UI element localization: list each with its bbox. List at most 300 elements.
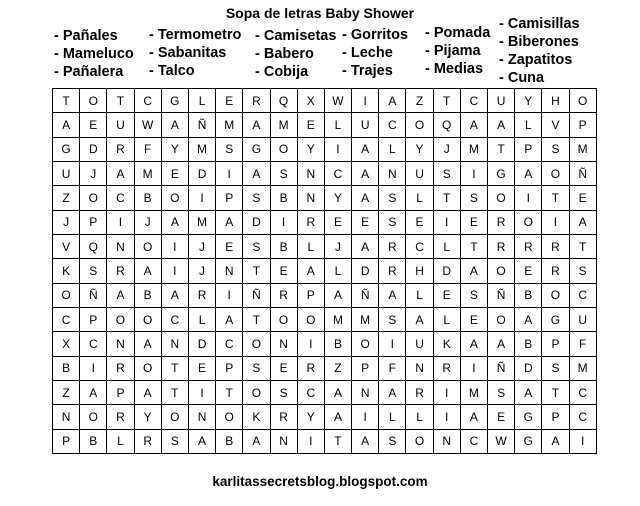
grid-cell: C: [569, 405, 596, 429]
grid-cell: Z: [53, 380, 80, 404]
grid-cell: O: [53, 283, 80, 307]
grid-cell: I: [161, 259, 188, 283]
word-list-item: - Termometro: [149, 27, 242, 43]
grid-cell: O: [80, 89, 107, 113]
grid-cell: D: [243, 210, 270, 234]
grid-cell: M: [270, 113, 297, 137]
grid-cell: Q: [270, 89, 297, 113]
grid-cell: A: [460, 113, 487, 137]
grid-cell: L: [379, 405, 406, 429]
grid-cell: A: [243, 161, 270, 185]
grid-cell: O: [270, 307, 297, 331]
grid-cell: S: [243, 356, 270, 380]
grid-cell: A: [324, 283, 351, 307]
grid-cell: S: [542, 356, 569, 380]
grid-cell: A: [515, 161, 542, 185]
grid-row: [53, 113, 597, 137]
grid-cell: I: [433, 210, 460, 234]
grid-cell: G: [161, 89, 188, 113]
grid-cell: L: [324, 259, 351, 283]
grid-cell: G: [488, 161, 515, 185]
grid-cell: R: [297, 210, 324, 234]
grid-cell: E: [460, 307, 487, 331]
grid-cell: O: [488, 259, 515, 283]
grid-cell: I: [379, 332, 406, 356]
grid-cell: F: [379, 356, 406, 380]
grid-cell: C: [406, 234, 433, 258]
grid-cell: N: [53, 405, 80, 429]
word-list-item: - Camisillas: [499, 16, 580, 32]
grid-cell: B: [324, 332, 351, 356]
grid-cell: S: [243, 234, 270, 258]
grid-cell: M: [188, 137, 215, 161]
grid-cell: S: [80, 259, 107, 283]
grid-cell: Ñ: [188, 113, 215, 137]
grid-cell: A: [216, 307, 243, 331]
grid-cell: E: [569, 186, 596, 210]
grid-cell: C: [161, 307, 188, 331]
grid-cell: A: [352, 137, 379, 161]
grid-cell: I: [433, 405, 460, 429]
grid-cell: Y: [406, 137, 433, 161]
grid-cell: B: [270, 186, 297, 210]
word-list-item: - Sabanitas: [149, 45, 227, 61]
grid-cell: A: [53, 113, 80, 137]
grid-cell: L: [324, 113, 351, 137]
blog-url: karlitassecretsblog.blogspot.com: [212, 474, 428, 489]
word-list-column-5: [425, 24, 490, 78]
grid-cell: C: [134, 89, 161, 113]
grid-cell: U: [107, 113, 134, 137]
grid-cell: N: [107, 332, 134, 356]
grid-cell: R: [107, 137, 134, 161]
grid-cell: T: [161, 380, 188, 404]
grid-cell: U: [406, 332, 433, 356]
grid-row: [53, 259, 597, 283]
grid-cell: M: [188, 210, 215, 234]
word-list-item: - Camisetas: [255, 28, 337, 44]
grid-cell: E: [80, 113, 107, 137]
grid-cell: E: [188, 356, 215, 380]
grid-cell: E: [488, 405, 515, 429]
grid-cell: M: [216, 113, 243, 137]
grid-cell: O: [352, 332, 379, 356]
grid-cell: R: [107, 405, 134, 429]
grid-cell: A: [488, 113, 515, 137]
grid-cell: E: [270, 259, 297, 283]
grid-cell: C: [460, 89, 487, 113]
grid-cell: E: [297, 113, 324, 137]
grid-cell: U: [352, 113, 379, 137]
grid-cell: R: [542, 234, 569, 258]
grid-row: [53, 307, 597, 331]
grid-cell: C: [569, 380, 596, 404]
grid-cell: Y: [515, 89, 542, 113]
grid-cell: S: [433, 161, 460, 185]
grid-cell: O: [80, 186, 107, 210]
grid-cell: R: [107, 259, 134, 283]
grid-cell: P: [80, 307, 107, 331]
grid-cell: A: [161, 210, 188, 234]
grid-cell: L: [297, 234, 324, 258]
grid-cell: S: [460, 283, 487, 307]
grid-cell: O: [406, 113, 433, 137]
grid-cell: A: [107, 161, 134, 185]
grid-cell: E: [433, 283, 460, 307]
grid-cell: P: [542, 405, 569, 429]
grid-cell: L: [433, 307, 460, 331]
grid-row: [53, 186, 597, 210]
grid-cell: S: [379, 307, 406, 331]
grid-cell: T: [216, 380, 243, 404]
grid-cell: O: [488, 307, 515, 331]
grid-row: [53, 210, 597, 234]
grid-cell: D: [188, 332, 215, 356]
grid-cell: H: [542, 89, 569, 113]
grid-cell: O: [161, 405, 188, 429]
grid-cell: C: [107, 186, 134, 210]
grid-cell: J: [188, 259, 215, 283]
grid-cell: A: [515, 307, 542, 331]
grid-cell: E: [270, 356, 297, 380]
grid-cell: C: [379, 113, 406, 137]
grid-cell: P: [297, 283, 324, 307]
grid-cell: N: [379, 161, 406, 185]
grid-cell: B: [53, 356, 80, 380]
grid-cell: O: [542, 283, 569, 307]
grid-cell: M: [352, 307, 379, 331]
grid-cell: S: [460, 186, 487, 210]
grid-cell: A: [379, 89, 406, 113]
grid-cell: O: [243, 332, 270, 356]
grid-cell: L: [188, 89, 215, 113]
grid-cell: A: [460, 259, 487, 283]
grid-cell: P: [569, 113, 596, 137]
word-list-item: - Pomada: [425, 25, 491, 41]
grid-cell: F: [569, 332, 596, 356]
word-list-column-6: [499, 15, 580, 87]
grid-row: [53, 356, 597, 380]
grid-cell: R: [488, 234, 515, 258]
grid-cell: R: [270, 405, 297, 429]
grid-cell: C: [460, 429, 487, 453]
grid-cell: A: [243, 113, 270, 137]
grid-cell: L: [406, 283, 433, 307]
grid-cell: A: [134, 332, 161, 356]
grid-cell: L: [107, 429, 134, 453]
grid-cell: Z: [324, 356, 351, 380]
grid-cell: T: [53, 89, 80, 113]
grid-cell: T: [569, 234, 596, 258]
grid-cell: Ñ: [243, 283, 270, 307]
grid-cell: E: [406, 210, 433, 234]
grid-cell: N: [297, 186, 324, 210]
grid-cell: J: [433, 137, 460, 161]
grid-cell: N: [433, 429, 460, 453]
grid-cell: T: [161, 356, 188, 380]
grid-cell: A: [80, 380, 107, 404]
grid-cell: O: [243, 380, 270, 404]
grid-cell: O: [406, 429, 433, 453]
grid-cell: S: [379, 429, 406, 453]
grid-cell: I: [352, 89, 379, 113]
grid-cell: L: [188, 307, 215, 331]
grid-cell: O: [488, 186, 515, 210]
grid-cell: U: [488, 89, 515, 113]
grid-cell: Y: [161, 137, 188, 161]
grid-cell: A: [352, 161, 379, 185]
grid-cell: L: [433, 234, 460, 258]
grid-cell: I: [270, 210, 297, 234]
grid-cell: R: [107, 356, 134, 380]
grid-cell: P: [216, 186, 243, 210]
grid-cell: S: [243, 186, 270, 210]
grid-cell: G: [53, 137, 80, 161]
grid-cell: P: [216, 356, 243, 380]
grid-cell: P: [80, 210, 107, 234]
grid-cell: D: [515, 356, 542, 380]
grid-cell: N: [270, 429, 297, 453]
grid-cell: Q: [80, 234, 107, 258]
grid-cell: A: [542, 429, 569, 453]
grid-cell: D: [80, 137, 107, 161]
grid-cell: A: [324, 380, 351, 404]
grid-cell: I: [107, 210, 134, 234]
grid-cell: I: [460, 161, 487, 185]
grid-cell: P: [107, 380, 134, 404]
grid-cell: G: [542, 307, 569, 331]
grid-cell: O: [134, 234, 161, 258]
grid-cell: N: [297, 161, 324, 185]
grid-cell: O: [161, 186, 188, 210]
grid-cell: G: [243, 137, 270, 161]
grid-cell: G: [515, 429, 542, 453]
grid-cell: I: [297, 332, 324, 356]
grid-cell: E: [161, 161, 188, 185]
grid-cell: F: [134, 137, 161, 161]
grid-row: [53, 89, 597, 113]
grid-cell: A: [243, 429, 270, 453]
grid-cell: R: [488, 210, 515, 234]
grid-cell: L: [515, 113, 542, 137]
grid-cell: I: [352, 405, 379, 429]
word-list-item: - Talco: [149, 63, 195, 79]
grid-cell: S: [542, 137, 569, 161]
grid-cell: S: [270, 161, 297, 185]
grid-cell: I: [161, 234, 188, 258]
grid-cell: X: [297, 89, 324, 113]
grid-cell: D: [433, 259, 460, 283]
grid-cell: I: [80, 356, 107, 380]
grid-cell: Ñ: [569, 161, 596, 185]
word-list-column-1: [54, 27, 134, 81]
grid-cell: I: [216, 283, 243, 307]
grid-row: [53, 332, 597, 356]
grid-cell: R: [406, 380, 433, 404]
grid-cell: T: [460, 234, 487, 258]
grid-cell: A: [161, 113, 188, 137]
word-list-item: - Pañales: [54, 28, 118, 44]
grid-cell: N: [188, 405, 215, 429]
puzzle-title: Sopa de letras Baby Shower: [225, 5, 415, 21]
grid-cell: P: [515, 137, 542, 161]
grid-cell: H: [406, 259, 433, 283]
grid-cell: A: [352, 234, 379, 258]
grid-cell: T: [433, 186, 460, 210]
grid-row: [53, 137, 597, 161]
grid-cell: L: [406, 405, 433, 429]
grid-cell: R: [379, 234, 406, 258]
grid-cell: K: [53, 259, 80, 283]
grid-cell: A: [161, 283, 188, 307]
grid-cell: T: [542, 186, 569, 210]
grid-cell: Y: [134, 405, 161, 429]
grid-cell: Y: [324, 186, 351, 210]
grid-cell: R: [243, 89, 270, 113]
grid-cell: S: [488, 380, 515, 404]
grid-cell: I: [188, 380, 215, 404]
grid-cell: J: [134, 210, 161, 234]
grid-cell: I: [216, 161, 243, 185]
grid-cell: U: [569, 307, 596, 331]
grid-cell: A: [379, 380, 406, 404]
grid-cell: A: [460, 332, 487, 356]
grid-cell: R: [297, 356, 324, 380]
grid-cell: O: [134, 356, 161, 380]
grid-cell: B: [134, 186, 161, 210]
grid-cell: N: [270, 332, 297, 356]
grid-cell: O: [270, 137, 297, 161]
grid-cell: O: [80, 405, 107, 429]
grid-cell: O: [107, 307, 134, 331]
grid-cell: A: [569, 210, 596, 234]
grid-cell: U: [406, 161, 433, 185]
grid-cell: C: [53, 307, 80, 331]
grid-cell: T: [243, 307, 270, 331]
grid-cell: S: [379, 186, 406, 210]
grid-cell: S: [216, 137, 243, 161]
grid-cell: B: [270, 234, 297, 258]
grid-cell: A: [460, 405, 487, 429]
grid-cell: I: [188, 186, 215, 210]
grid-cell: A: [134, 380, 161, 404]
grid-cell: X: [53, 332, 80, 356]
grid-cell: A: [297, 259, 324, 283]
grid-cell: R: [433, 356, 460, 380]
grid-cell: D: [352, 259, 379, 283]
grid-row: [53, 161, 597, 185]
word-list-column-3: [255, 27, 336, 81]
grid-cell: Z: [53, 186, 80, 210]
word-list-item: - Cobija: [255, 64, 309, 80]
grid-cell: E: [324, 210, 351, 234]
grid-cell: M: [460, 137, 487, 161]
grid-cell: C: [569, 283, 596, 307]
grid-cell: B: [515, 332, 542, 356]
grid-cell: I: [433, 380, 460, 404]
grid-cell: O: [542, 161, 569, 185]
grid-cell: O: [134, 307, 161, 331]
grid-cell: C: [297, 380, 324, 404]
grid-cell: T: [433, 89, 460, 113]
grid-cell: M: [460, 380, 487, 404]
grid-row: [53, 283, 597, 307]
grid-cell: M: [324, 307, 351, 331]
grid-cell: E: [216, 89, 243, 113]
word-list-item: - Leche: [342, 45, 393, 61]
grid-cell: B: [80, 429, 107, 453]
grid-cell: Z: [406, 89, 433, 113]
grid-cell: K: [243, 405, 270, 429]
grid-cell: T: [243, 259, 270, 283]
grid-cell: I: [324, 137, 351, 161]
grid-row: [53, 429, 597, 453]
grid-cell: C: [80, 332, 107, 356]
grid-cell: N: [216, 259, 243, 283]
grid-cell: I: [569, 429, 596, 453]
grid-cell: E: [515, 259, 542, 283]
grid-cell: S: [161, 429, 188, 453]
grid-cell: I: [542, 210, 569, 234]
grid-cell: C: [216, 332, 243, 356]
grid-cell: R: [270, 283, 297, 307]
grid-cell: W: [134, 113, 161, 137]
grid-cell: V: [53, 234, 80, 258]
grid-cell: B: [134, 283, 161, 307]
grid-cell: G: [515, 405, 542, 429]
grid-cell: W: [324, 89, 351, 113]
grid-cell: A: [406, 307, 433, 331]
grid-cell: P: [542, 332, 569, 356]
grid-cell: R: [188, 283, 215, 307]
grid-cell: S: [379, 210, 406, 234]
word-list-item: - Mameluco: [54, 46, 134, 62]
grid-cell: S: [270, 380, 297, 404]
grid-cell: A: [379, 283, 406, 307]
grid-cell: Ñ: [488, 356, 515, 380]
word-list-item: - Pijama: [425, 43, 481, 59]
grid-cell: Y: [297, 405, 324, 429]
grid-cell: R: [134, 429, 161, 453]
grid-cell: K: [433, 332, 460, 356]
grid-cell: W: [488, 429, 515, 453]
word-list-item: - Babero: [255, 46, 314, 62]
letter-grid-body: [53, 89, 597, 454]
grid-cell: R: [542, 259, 569, 283]
word-list-item: - Trajes: [342, 63, 393, 79]
grid-cell: V: [542, 113, 569, 137]
grid-cell: A: [324, 405, 351, 429]
grid-cell: L: [406, 186, 433, 210]
grid-cell: A: [107, 283, 134, 307]
grid-cell: T: [542, 380, 569, 404]
grid-cell: A: [515, 380, 542, 404]
grid-cell: O: [515, 210, 542, 234]
grid-cell: E: [216, 234, 243, 258]
grid-cell: R: [379, 259, 406, 283]
grid-cell: Q: [433, 113, 460, 137]
grid-cell: I: [460, 356, 487, 380]
word-list-column-2: [149, 26, 241, 80]
grid-cell: B: [515, 283, 542, 307]
grid-cell: B: [216, 429, 243, 453]
grid-cell: O: [216, 405, 243, 429]
grid-row: [53, 234, 597, 258]
grid-cell: I: [297, 429, 324, 453]
grid-cell: C: [324, 161, 351, 185]
word-list-item: - Biberones: [499, 34, 579, 50]
grid-cell: Y: [297, 137, 324, 161]
